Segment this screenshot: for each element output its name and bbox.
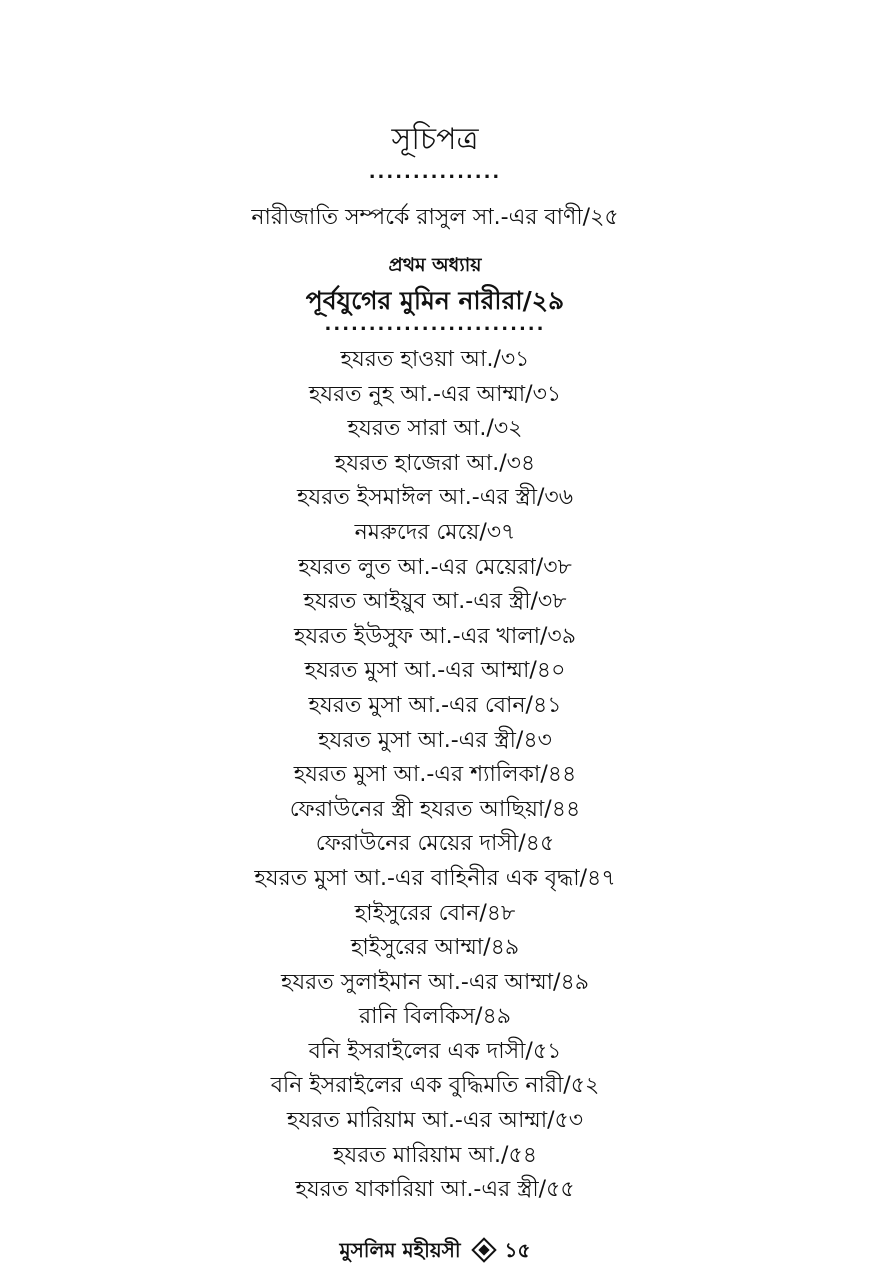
toc-entry: হযরত মুসা আ.-এর বোন/৪১ [308,692,562,718]
toc-intro-entry: নারীজাতি সম্পর্কে রাসুল সা.-এর বাণী/২৫ [251,205,619,230]
toc-entry: বনি ইসরাইলের এক বুদ্ধিমতি নারী/৫২ [270,1073,600,1099]
toc-entry: হযরত ইউসুফ আ.-এর খালা/৩৯ [293,623,577,649]
toc-entry: হযরত ইসমাঈল আ.-এর স্ত্রী/৩৬ [296,485,574,511]
toc-entry: হযরত মুসা আ.-এর বাহিনীর এক বৃদ্ধা/৪৭ [254,865,616,891]
toc-list [0,343,870,1208]
toc-entry: ফেরাউনের মেয়ের দাসী/৪৫ [315,831,555,857]
toc-entry: ফেরাউনের স্ত্রী হযরত আছিয়া/৪৪ [289,796,581,822]
toc-entry: বনি ইসরাইলের এক দাসী/৫১ [308,1038,562,1064]
toc-entry: হযরত হাজেরা আ./৩৪ [334,450,536,476]
page-number: ১৫ [504,1238,531,1262]
footer-book-title: মুসলিম মহীয়সী [339,1238,461,1262]
toc-entry: হযরত মারিয়াম আ./৫৪ [333,1142,537,1168]
toc-entry: হযরত মুসা আ.-এর আম্মা/৪০ [304,658,566,684]
chapter-dotted-divider: ......................... [324,314,546,335]
toc-entry: হযরত মুসা আ.-এর শ্যালিকা/৪৪ [293,762,577,788]
page-footer [0,1234,870,1266]
toc-entry: হযরত মারিয়াম আ.-এর আম্মা/৫৩ [286,1108,584,1134]
toc-entry: হযরত যাকারিয়া আ.-এর স্ত্রী/৫৫ [295,1177,575,1203]
chapter-label: প্রথম অধ্যায় [388,254,482,276]
diamond-icon [471,1237,496,1262]
toc-entry: নমরুদের মেয়ে/৩৭ [354,519,516,545]
dotted-divider: ............... [368,162,502,183]
toc-entry: হযরত লুত আ.-এর মেয়েরা/৩৮ [298,554,572,580]
toc-entry: হযরত নুহ আ.-এর আম্মা/৩১ [308,381,562,407]
chapter-title: পূর্বযুগের মুমিন নারীরা/২৯ [305,286,565,315]
toc-entry: হযরত মুসা আ.-এর স্ত্রী/৪৩ [318,727,552,753]
toc-entry: হযরত আইয়ুব আ.-এর স্ত্রী/৩৮ [303,589,567,615]
toc-entry: রানি বিলকিস/৪৯ [358,1004,511,1030]
toc-entry: হাইসুরের আম্মা/৪৯ [350,935,520,961]
toc-entry: হাইসুরের বোন/৪৮ [354,900,516,926]
toc-entry: হযরত হাওয়া আ./৩১ [340,347,530,372]
page-title: সূচিপত্র [391,122,479,157]
toc-entry: হযরত সারা আ./৩২ [347,416,523,442]
toc-entry: হযরত সুলাইমান আ.-এর আম্মা/৪৯ [280,969,590,995]
